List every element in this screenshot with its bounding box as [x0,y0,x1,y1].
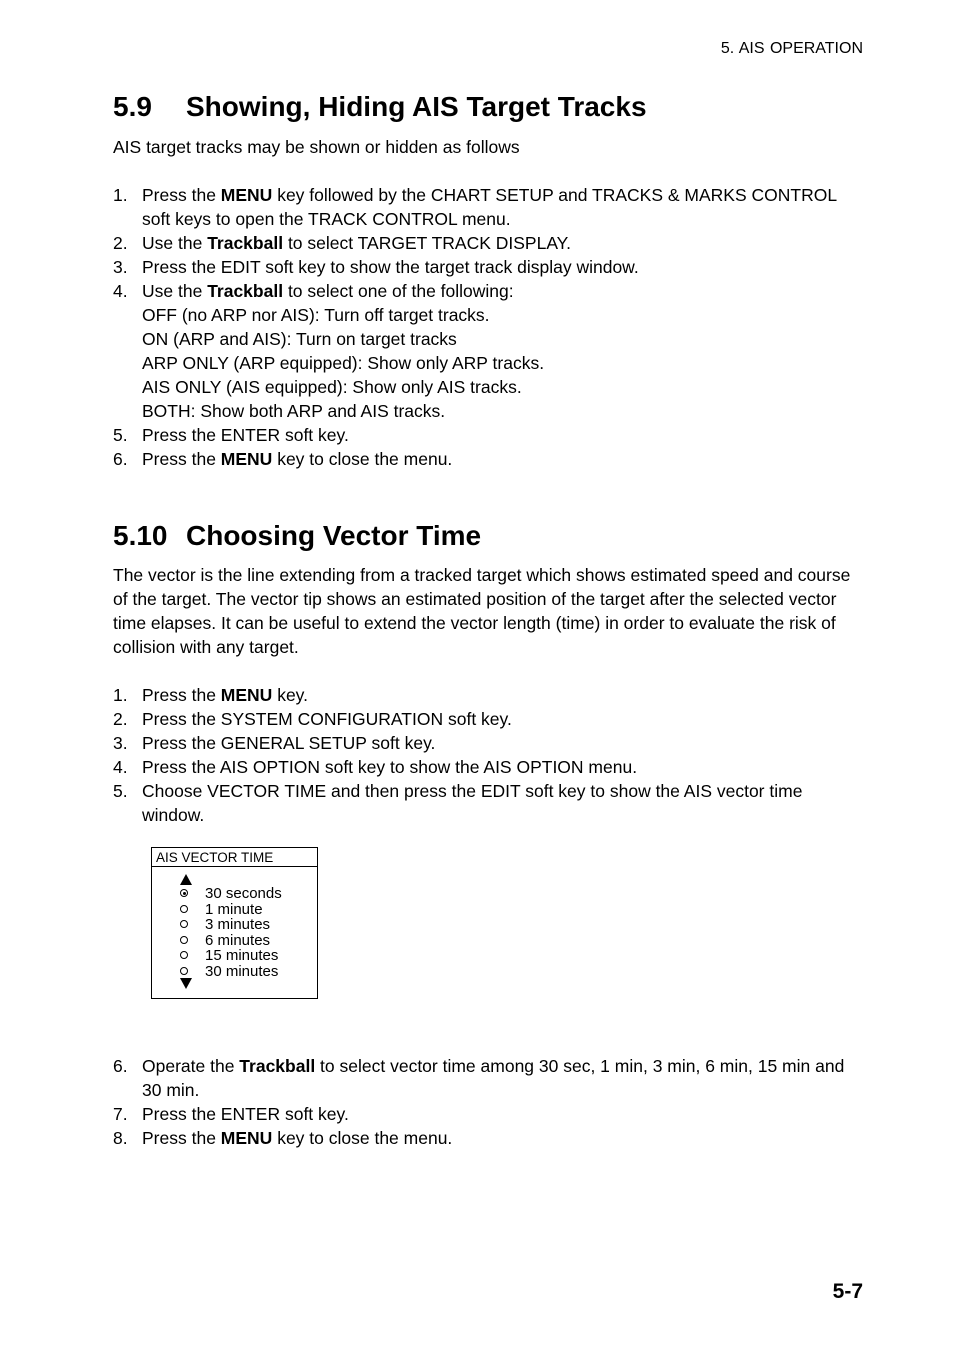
key-name: Trackball [207,281,284,301]
step-text: Press the ENTER soft key. [142,1104,349,1124]
list-item [113,1054,858,1102]
option-label: 15 minutes [205,947,279,965]
page-number: 5-7 [832,1280,863,1303]
step-text: key to close the menu. [272,1128,453,1148]
list-item [113,231,858,255]
step-text: key followed by the CHART SETUP and TRACKS & MARKS CONTROL soft keys to open the TRACK CONTROL menu. [142,185,837,229]
section-number: 5.10 [113,520,168,551]
key-name: Trackball [239,1056,316,1076]
step-number: 6. [113,1056,128,1076]
step-text: to select TARGET TRACK DISPLAY. [283,233,571,253]
step-text: Press the [142,1128,221,1148]
scroll-up-arrow-icon[interactable] [180,874,192,885]
section-heading-5-10 [113,520,481,552]
step-text: Press the GENERAL SETUP soft key. [142,733,436,753]
step-number: 6. [113,449,128,469]
steps-list [113,683,858,827]
option-line: OFF (no ARP nor AIS): Turn off target tracks. [142,305,490,325]
step-number: 2. [113,233,128,253]
step-text: Press the [142,685,221,705]
section-heading-5-9 [113,91,647,123]
radio-unselected-icon[interactable] [180,967,188,975]
option-line: ON (ARP and AIS): Turn on target tracks [142,329,457,349]
step-number: 5. [113,425,128,445]
option-label: 30 seconds [205,885,282,902]
step-text: Use the [142,233,208,253]
list-item [113,279,858,423]
option-label: 3 minutes [205,916,271,934]
list-item [113,707,858,731]
key-name: MENU [220,449,273,469]
section-number: 5.9 [113,91,152,122]
option-label: 30 minutes [205,963,279,980]
step-text: key. [272,685,308,705]
step-number: 4. [113,757,128,777]
step-text: Press the EDIT soft key to show the target track display window. [142,257,639,277]
list-item [113,255,858,279]
step-text: to select one of the following: [283,281,514,301]
step-number: 3. [113,257,128,277]
radio-unselected-icon[interactable] [180,936,188,944]
step-text: Press the [142,185,221,205]
section-title: Choosing Vector Time [186,520,482,551]
key-name: MENU [220,685,273,705]
radio-unselected-icon[interactable] [180,951,188,959]
section-intro: The vector is the line extending from a tracked target which shows estimated speed and course of the target. The vector tip shows an estimated position of the target after the selected vector time elapses. It can be useful to extend the vector length (time) in order to evaluate the risk of collision with any target. [113,565,851,657]
option-line: BOTH: Show both ARP and AIS tracks. [142,401,446,421]
option-line: AIS ONLY (AIS equipped): Show only AIS tracks. [142,377,522,397]
steps-list [113,1054,858,1150]
step-number: 7. [113,1104,128,1124]
step-text: Operate the [142,1056,240,1076]
radio-selected-icon[interactable] [180,889,188,897]
radio-unselected-icon[interactable] [180,905,188,913]
step-number: 4. [113,281,128,301]
key-name: MENU [220,185,273,205]
key-name: Trackball [207,233,284,253]
window-title: AIS VECTOR TIME [152,848,317,867]
step-number: 1. [113,185,128,205]
step-number: 5. [113,781,128,801]
list-item [113,1102,858,1126]
option-label: 6 minutes [205,931,271,949]
list-item [113,683,858,707]
step-number: 1. [113,685,128,705]
running-header: 5. AIS OPERATION [720,40,863,57]
section-intro: AIS target tracks may be shown or hidden as follows [113,137,520,157]
step-number: 3. [113,733,128,753]
step-number: 8. [113,1128,128,1148]
list-item [113,183,858,231]
steps-list [113,183,858,471]
step-text: key to close the menu. [272,449,453,469]
step-text: Press the ENTER soft key. [142,425,349,445]
step-text: to select vector time among 30 sec, 1 min, 3 min, 6 min, 15 min and 30 min. [142,1056,845,1100]
option-line: ARP ONLY (ARP equipped): Show only ARP tracks. [142,353,545,373]
step-text: Press the [142,449,221,469]
step-text: Press the AIS OPTION soft key to show the AIS OPTION menu. [142,757,638,777]
scroll-down-arrow-icon[interactable] [180,978,192,989]
step-text: Choose VECTOR TIME and then press the EDIT soft key to show the AIS vector time window. [142,781,803,825]
section-title: Showing, Hiding AIS Target Tracks [186,91,647,122]
key-name: MENU [220,1128,273,1148]
list-item [113,731,858,755]
step-number: 2. [113,709,128,729]
radio-unselected-icon[interactable] [180,920,188,928]
list-item [113,447,858,471]
option-label: 1 minute [205,900,263,918]
ais-vector-time-window [151,847,318,999]
step-text: Use the [142,281,208,301]
list-item [113,423,858,447]
step-text: Press the SYSTEM CONFIGURATION soft key. [142,709,512,729]
list-item [113,779,858,827]
list-item [113,755,858,779]
list-item [113,1126,858,1150]
